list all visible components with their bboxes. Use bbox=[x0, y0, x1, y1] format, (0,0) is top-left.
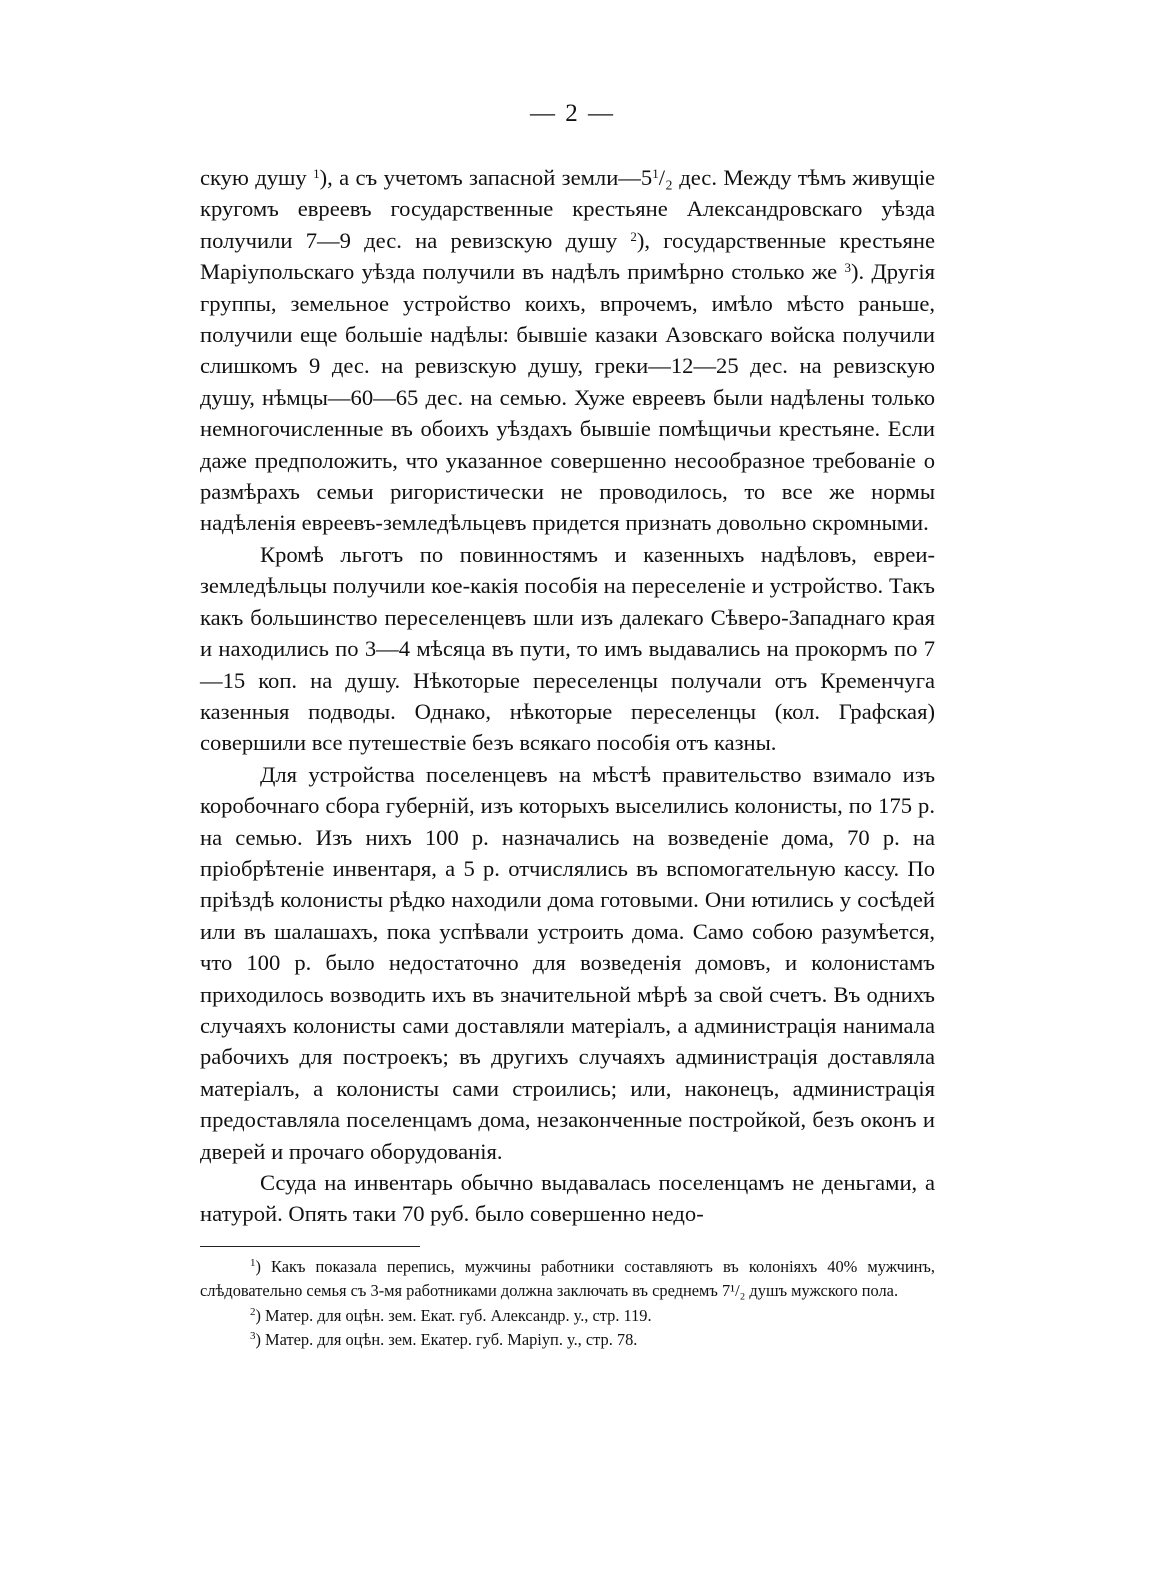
paragraph-text: ), а съ учетомъ запасной земли—5 bbox=[319, 165, 653, 190]
footnote-reference: 3 bbox=[844, 260, 851, 276]
footnote bbox=[200, 1304, 935, 1329]
footnote-mark: 3 bbox=[250, 1330, 256, 1343]
paragraph-text: Для устройства поселенцевъ на мѣстѣ правительство взимало изъ коробочнаго сбора губерній, изъ которыхъ выселились колонисты, по 175 р. на семью. Изъ нихъ 100 р. назначались на возведеніе дома, 70 р. на пріобрѣтеніе инвентаря, а 5 р. отчислялись въ вспомогательную кассу. По пріѣздѣ колонисты рѣдко находили дома готовыми. Они ютились у сосѣдей или въ шалашахъ, пока успѣвали устроить дома. Само собою разумѣется, что 100 р. было недостаточно для возведенія домовъ, и колонистамъ приходилось возводить ихъ въ значительной мѣрѣ за свой счетъ. Въ однихъ случаяхъ колонисты сами доставляли матеріалъ, а администрація нанимала рабочихъ для построекъ; въ другихъ случаяхъ администрація доставляла матеріалъ, а колонисты сами строились; или, наконецъ, администрація предоставляла поселенцамъ дома, незаконченные постройкой, безъ оконъ и дверей и прочаго оборудованія. bbox=[200, 761, 935, 1164]
paragraph-text: ). Другія группы, земельное устройство коихъ, впрочемъ, имѣло мѣсто раньше, получили еще большіе надѣлы: бывшіе казаки Азовскаго войска получили слишкомъ 9 дес. на ревизскую душу, греки—12—25 дес. на ревизскую душу, нѣмцы—60—65 дес. на семью. Хуже евреевъ были надѣлены только немногочисленные въ обоихъ уѣздахъ бывшіе помѣщичьи крестьяне. Если даже предположить, что указанное совершенно несообразное требованіе о размѣрахъ семьи ригористически не проводилось, то все же нормы надѣленія евреевъ-земледѣльцевъ придется признать довольно скромными. bbox=[200, 259, 936, 536]
footnote-mark: 1 bbox=[250, 1256, 256, 1269]
footnote bbox=[200, 1255, 935, 1304]
body-text bbox=[200, 162, 935, 1230]
footnotes bbox=[200, 1255, 935, 1353]
footnote-mark: 2 bbox=[250, 1305, 256, 1318]
body-paragraph bbox=[200, 1167, 935, 1230]
footnote-reference: 2 bbox=[630, 228, 637, 244]
footnote-reference: 1 bbox=[652, 166, 659, 181]
paragraph-text: скую душу bbox=[200, 165, 314, 190]
body-paragraph bbox=[200, 759, 935, 1167]
paragraph-text: Кромѣ льготъ по повинностямъ и казенныхъ надѣловъ, евреи-земледѣльцы получили кое-какія пособія на переселеніе и устройство. Такъ какъ большинство переселенцевъ шли изъ далекаго Сѣверо-Западнаго края и находились по 3—4 мѣсяца въ пути, то имъ выдавались на прокормъ по 7—15 коп. на душу. Нѣкоторые переселенцы получали отъ Кременчуга казенныя подводы. Однако, нѣкоторые переселенцы (кол. Графская) совершили все путешествіе безъ всякаго пособія отъ казны. bbox=[200, 541, 935, 756]
footnote-text: ) Матер. для оцѣн. зем. Екатер. губ. Маріуп. у., стр. 78. bbox=[255, 1330, 638, 1350]
paragraph-text: /₂ дес. Между тѣмъ живущіе кругомъ евреевъ государственные крестьяне Александровскаго уѣзда получили 7—9 дес. на ревизскую душу bbox=[200, 165, 936, 253]
body-paragraph bbox=[200, 162, 935, 539]
footnote bbox=[200, 1328, 935, 1353]
footnote-text: ) Какъ показала перепись, мужчины работники составляютъ въ колоніяхъ 40% мужчинъ, слѣдовательно семья съ 3-мя работниками должна заключать въ среднемъ 7¹/₂ душъ мужского пола. bbox=[200, 1256, 935, 1301]
paragraph-text: ), государственные крестьяне Маріупольскаго уѣзда получили въ надѣлъ примѣрно столько же bbox=[200, 227, 935, 285]
body-paragraph bbox=[200, 539, 935, 759]
footnote-text: ) Матер. для оцѣн. зем. Екат. губ. Александр. у., стр. 119. bbox=[255, 1305, 652, 1325]
footnote-divider bbox=[200, 1246, 420, 1247]
footnote-reference: 1 bbox=[313, 166, 320, 181]
paragraph-text: Ссуда на инвентарь обычно выдавалась поселенцамъ не деньгами, а натурой. Опять таки 70 руб. было совершенно недо- bbox=[200, 1170, 935, 1227]
document-page bbox=[200, 100, 935, 1353]
page-number: — 2 — bbox=[530, 100, 615, 127]
